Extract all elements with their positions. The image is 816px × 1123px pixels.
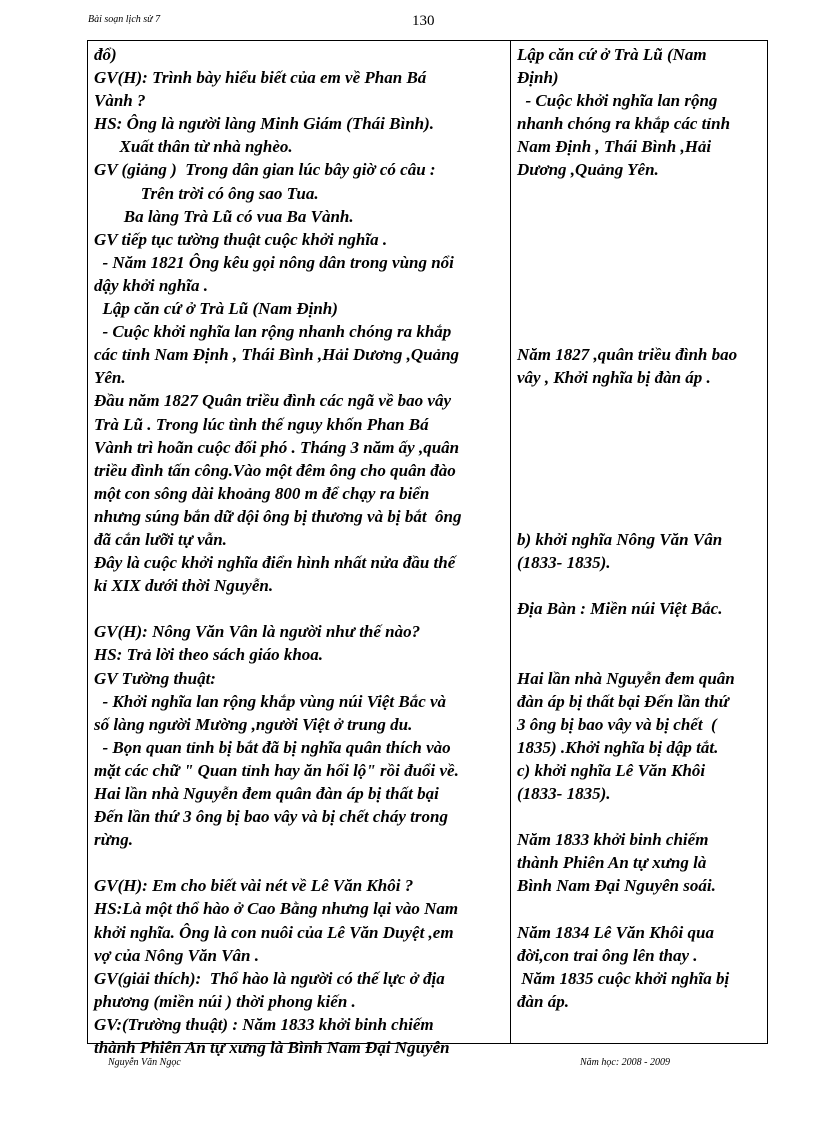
text-line: HS: Ông là người làng Minh Giám (Thái Bình). bbox=[94, 114, 435, 134]
text-line: nhưng súng bắn dữ dội ông bị thương và bị bắt ông bbox=[94, 506, 462, 526]
text-line: một con sông dài khoảng 800 m để chạy ra biển bbox=[94, 483, 430, 503]
text-line bbox=[94, 851, 508, 874]
text-line bbox=[517, 297, 765, 320]
text-line: Trà Lũ . Trong lúc tình thế nguy khốn Phan Bá bbox=[94, 414, 429, 434]
text-line: Yên. bbox=[94, 368, 126, 388]
text-line bbox=[517, 389, 765, 412]
footer-author: Nguyễn Văn Ngọc bbox=[108, 1057, 181, 1068]
text-line: Địa Bàn : Miền núi Việt Bắc. bbox=[517, 599, 723, 619]
text-line: đã cắn lưỡi tự vẫn. bbox=[94, 529, 227, 549]
text-line: 3 ông bị bao vây và bị chết ( bbox=[517, 714, 717, 734]
text-line bbox=[517, 620, 765, 643]
text-line: GV(H): Em cho biết vài nét về Lê Văn Khôi ? bbox=[94, 876, 414, 896]
text-line bbox=[517, 205, 765, 228]
text-line: Bình Nam Đại Nguyên soái. bbox=[517, 876, 716, 896]
text-line bbox=[517, 643, 765, 666]
text-line bbox=[517, 482, 765, 505]
text-line: Nam Định , Thái Bình ,Hải bbox=[517, 137, 712, 157]
text-line bbox=[517, 505, 765, 528]
column-divider bbox=[510, 40, 511, 1044]
text-line bbox=[517, 574, 765, 597]
text-line: đổ) bbox=[94, 45, 117, 64]
text-line: vây , Khởi nghĩa bị đàn áp . bbox=[517, 368, 711, 388]
text-line: c) khởi nghĩa Lê Văn Khôi bbox=[517, 760, 706, 780]
text-line: Xuất thân từ nhà nghèo. bbox=[94, 137, 293, 157]
text-line: Vành trì hoãn cuộc đối phó . Tháng 3 năm ấy ,quân bbox=[94, 437, 460, 457]
text-line: Hai lần nhà Nguyễn đem quân đàn áp bị thất bại bbox=[94, 784, 439, 803]
text-line: phương (miền núi ) thời phong kiến . bbox=[94, 991, 356, 1011]
text-line bbox=[517, 251, 765, 274]
text-line: GV tiếp tục tường thuật cuộc khởi nghĩa . bbox=[94, 229, 388, 249]
text-line: Hai lần nhà Nguyễn đem quân bbox=[517, 668, 735, 688]
text-line: GV(H): Nông Văn Vân là người như thế nào? bbox=[94, 622, 421, 642]
text-line: 1835) .Khởi nghĩa bị dập tắt. bbox=[517, 737, 719, 757]
text-line: đàn áp bị thất bại Đến lần thứ bbox=[517, 691, 729, 711]
text-line: khởi nghĩa. Ông là con nuôi của Lê Văn Duyệt ,em bbox=[94, 922, 454, 942]
text-line: Năm 1833 khởi binh chiếm bbox=[517, 830, 709, 850]
text-line: Dương ,Quảng Yên. bbox=[517, 160, 659, 180]
text-line: vợ của Nông Văn Vân . bbox=[94, 945, 259, 965]
text-line: - Khởi nghĩa lan rộng khắp vùng núi Việt Bắc và bbox=[94, 691, 447, 711]
text-line: HS: Trả lời theo sách giáo khoa. bbox=[94, 645, 324, 665]
lesson-content-column bbox=[517, 43, 765, 1013]
text-line: - Cuộc khởi nghĩa lan rộng nhanh chóng ra khắp bbox=[94, 322, 452, 342]
text-line bbox=[517, 805, 765, 828]
text-line: Đây là cuộc khởi nghĩa điển hình nhất nửa đầu thế bbox=[94, 553, 456, 573]
text-line bbox=[517, 182, 765, 205]
text-line: triều đình tấn công.Vào một đêm ông cho quân đào bbox=[94, 460, 456, 480]
text-line: GV:(Trường thuật) : Năm 1833 khởi binh chiếm bbox=[94, 1014, 434, 1034]
text-line: Năm 1834 Lê Văn Khôi qua bbox=[517, 922, 714, 942]
text-line: Đầu năm 1827 Quân triều đình các ngã về bao vây bbox=[94, 391, 452, 411]
text-line bbox=[517, 459, 765, 482]
text-line: các tỉnh Nam Định , Thái Bình ,Hải Dương ,Quảng bbox=[94, 345, 460, 365]
text-line: Năm 1835 cuộc khởi nghĩa bị bbox=[517, 968, 730, 988]
text-line bbox=[517, 413, 765, 436]
text-line: (1833- 1835). bbox=[517, 553, 611, 573]
text-line bbox=[517, 897, 765, 920]
text-line: thành Phiên An tự xưng là Bình Nam Đại Nguyên bbox=[94, 1038, 450, 1058]
page-number: 130 bbox=[412, 13, 435, 29]
text-line: Định) bbox=[517, 68, 559, 88]
text-line bbox=[517, 228, 765, 251]
text-line: đàn áp. bbox=[517, 991, 569, 1011]
text-line: dậy khởi nghĩa . bbox=[94, 275, 208, 295]
text-line: Năm 1827 ,quân triều đình bao bbox=[517, 345, 738, 365]
text-line: kỉ XIX dưới thời Nguyễn. bbox=[94, 576, 274, 596]
text-line: HS:Là một thổ hào ở Cao Bằng nhưng lại vào Nam bbox=[94, 899, 459, 919]
text-line: Đến lần thứ 3 ông bị bao vây và bị chết cháy trong bbox=[94, 807, 448, 827]
text-line: Lập căn cứ ở Trà Lũ (Nam Định) bbox=[94, 299, 338, 319]
text-line bbox=[517, 436, 765, 459]
text-line: b) khởi nghĩa Nông Văn Vân bbox=[517, 529, 723, 549]
text-line: GV (giảng ) Trong dân gian lúc bây giờ có câu : bbox=[94, 160, 436, 180]
document-header: Bài soạn lịch sử 7 bbox=[88, 14, 161, 25]
text-line: Vành ? bbox=[94, 91, 146, 111]
text-line bbox=[517, 274, 765, 297]
text-line: mặt các chữ " Quan tỉnh hay ăn hối lộ" rồi đuổi về. bbox=[94, 760, 459, 780]
text-line: Lập căn cứ ở Trà Lũ (Nam bbox=[517, 45, 707, 64]
text-line: GV Tường thuật: bbox=[94, 668, 216, 688]
text-line: thành Phiên An tự xưng là bbox=[517, 853, 707, 873]
text-line: rừng. bbox=[94, 830, 134, 850]
text-line bbox=[94, 597, 508, 620]
text-line: Trên trời có ông sao Tua. bbox=[94, 183, 319, 203]
text-line: Ba làng Trà Lũ có vua Ba Vành. bbox=[94, 206, 354, 226]
footer-school-year: Năm học: 2008 - 2009 bbox=[580, 1057, 670, 1068]
text-line: - Bọn quan tỉnh bị bắt đã bị nghĩa quân thích vào bbox=[94, 737, 451, 757]
text-line: (1833- 1835). bbox=[517, 784, 611, 803]
text-line: GV(H): Trình bày hiểu biết của em về Phan Bá bbox=[94, 68, 427, 88]
text-line bbox=[517, 320, 765, 343]
text-line: số làng người Mường ,người Việt ở trung du. bbox=[94, 714, 413, 734]
text-line: - Năm 1821 Ông kêu gọi nông dân trong vùng nổi bbox=[94, 252, 454, 272]
text-line: nhanh chóng ra khắp các tỉnh bbox=[517, 114, 731, 134]
text-line: - Cuộc khởi nghĩa lan rộng bbox=[517, 91, 718, 111]
text-line: đời,con trai ông lên thay . bbox=[517, 945, 698, 965]
text-line: GV(giải thích): Thổ hào là người có thế lực ở địa bbox=[94, 968, 445, 988]
teaching-activities-column bbox=[94, 43, 508, 1059]
